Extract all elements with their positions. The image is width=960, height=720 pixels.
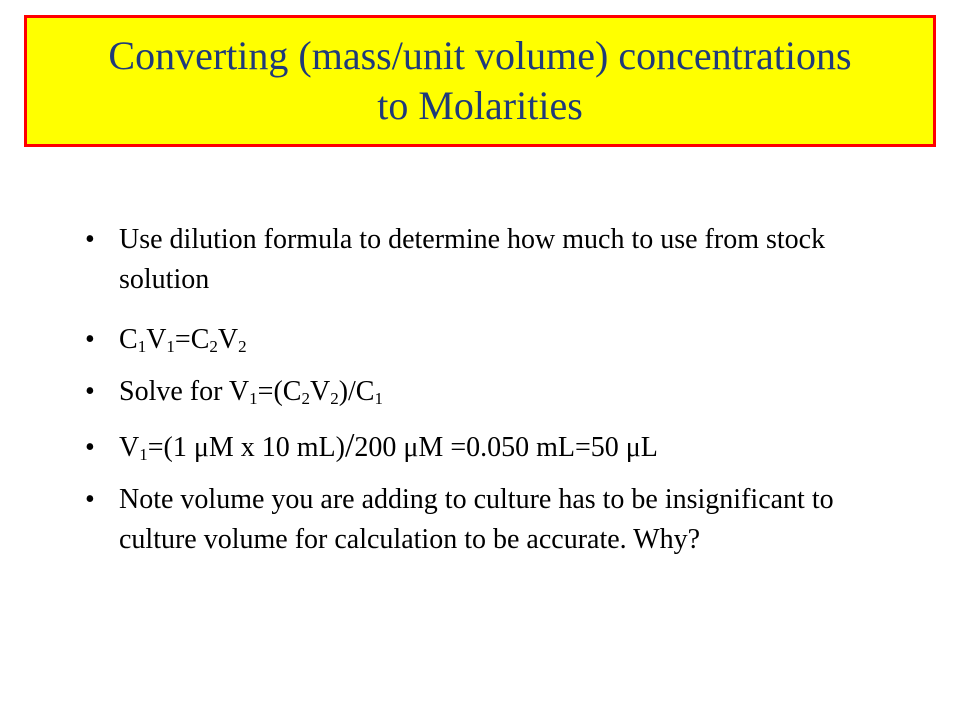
eq-part: =(1 μM x 10 mL)	[147, 432, 345, 463]
eq-part: V	[119, 432, 140, 463]
eq-subscript: 2	[301, 389, 310, 408]
bullet-list	[85, 220, 915, 560]
eq-subscript: 1	[374, 389, 383, 408]
bullet-dot-icon: •	[85, 432, 95, 463]
bullet-item-dilution-formula	[85, 220, 915, 300]
bullet-text: Note volume you are adding to culture has to be insignificant to culture volume for calculation to be accurate. Why?	[119, 484, 834, 555]
eq-subscript: 1	[139, 445, 148, 464]
slide-title-line-2: to Molarities	[377, 83, 583, 128]
eq-part: V	[217, 324, 239, 355]
eq-part: )/C	[338, 376, 375, 407]
bullet-dot-icon: •	[85, 324, 95, 355]
equation	[119, 324, 247, 355]
bullet-item-solve-for-v1	[85, 372, 915, 412]
eq-subscript: 2	[209, 337, 218, 356]
equation	[119, 376, 383, 407]
bullet-item-calculation	[85, 428, 915, 468]
bullet-dot-icon: •	[85, 224, 95, 255]
eq-subscript: 2	[238, 337, 247, 356]
bullet-dot-icon: •	[85, 484, 95, 515]
eq-part: 200 μM =0.050 mL=50 μL	[354, 432, 658, 463]
slide-title-line-1: Converting (mass/unit volume) concentrations	[108, 33, 852, 78]
bullet-text: Use dilution formula to determine how much to use from stock solution	[119, 224, 826, 295]
eq-slash: /	[344, 427, 355, 464]
eq-part: V	[309, 376, 331, 407]
equation	[119, 427, 658, 464]
eq-subscript: 2	[330, 389, 339, 408]
bullet-dot-icon: •	[85, 376, 95, 407]
eq-part: =(C	[257, 376, 302, 407]
eq-subscript: 1	[137, 337, 147, 356]
eq-part: V	[146, 324, 167, 355]
eq-part: =C	[174, 324, 210, 355]
eq-part: C	[119, 324, 138, 355]
slide-title-box	[24, 15, 936, 147]
bullet-item-equation	[85, 320, 915, 360]
eq-part: Solve for V	[119, 376, 250, 407]
eq-subscript: 1	[166, 337, 175, 356]
bullet-item-note	[85, 480, 915, 560]
eq-subscript: 1	[249, 389, 258, 408]
